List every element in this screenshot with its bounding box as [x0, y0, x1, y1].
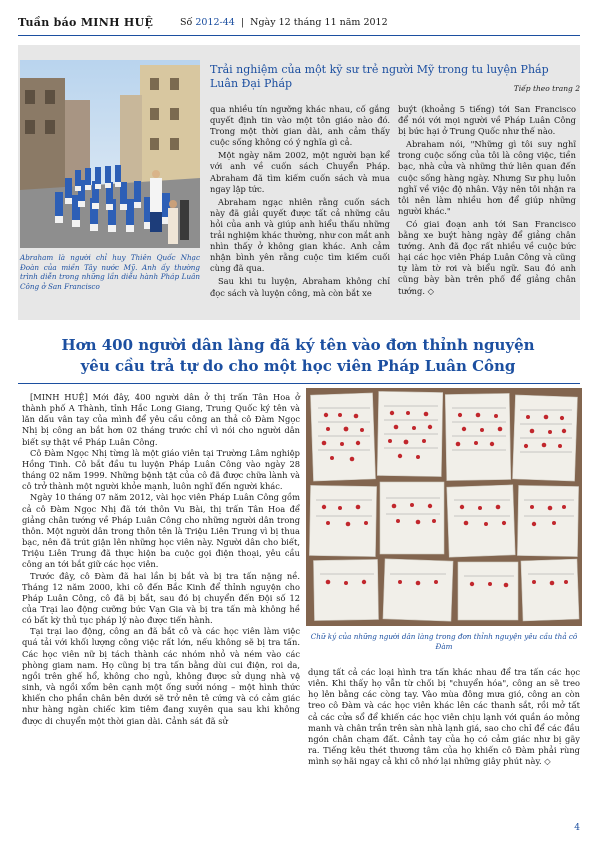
parade-photo-caption: Abraham là người chỉ huy Thiên Quốc Nhạc Đoàn của miền Tây nước Mỹ. Anh ấy thường trình diễn trong những lần diễu hành Pháp Luân Công ở San Francisco	[20, 253, 200, 291]
article-title	[20, 335, 576, 377]
article-paragraph: [MINH HUỆ] Mới đây, 400 người dân ở thị trấn Tân Hoa ở thành phố A Thành, tỉnh Hắc Long Giang, Trung Quốc ký tên và lăn dấu vân tay của mình để yêu cầu công an thả cô Đàm Ngọc Nhị bị công an bắt hơn 02 tháng trước chỉ vì nói cho người dân biết sự thật về Pháp Luân Công.	[22, 392, 300, 447]
issue-info	[180, 17, 388, 28]
feature-title: Trải nghiệm của một kỹ sư trẻ người Mỹ trong tu luyện Pháp Luân Đại Pháp	[210, 63, 549, 90]
article-paragraph: Trước đây, cô Đàm đã hai lần bị bắt và bị tra tấn nặng nề. Tháng 12 năm 2000, khi cô đến Bắc Kinh để thỉnh nguyện cho Pháp Luân Công, cô đã bị bắt, sau đó bị chuyển đến Đội số 12 của Trại lao động cưỡng bức Vạn Gia và bị tra tấn mà không hề có bất kỳ thủ tục pháp lý nào được tiến hành.	[22, 570, 300, 626]
feature-paragraph: Sau khi tu luyện, Abraham không chỉ đọc sách và luyện công, mà còn bắt xe	[210, 276, 390, 298]
page-header	[18, 16, 580, 34]
header-rule	[18, 35, 580, 36]
feature-paragraph: buýt (khoảng 5 tiếng) tới San Francisco để nói với mọi người về Pháp Luân Công bị bức hại ở Trung Quốc như thế nào.	[398, 104, 576, 137]
article-title-line-2: yêu cầu trả tự do cho một học viên Pháp Luân Công	[80, 357, 516, 375]
continued-note: Tiếp theo trang 2	[513, 84, 580, 93]
feature-column-2	[398, 104, 576, 299]
article-paragraph: dụng tất cả các loại hình tra tấn khác nhau để tra tấn các học viên. Khi thấy họ vẫn từ chối bị "chuyển hóa", công an sẽ treo họ lên bằng các còng tay. Vào mùa đông mưa gió, công an còn treo cô Đàm và các học viên khác lên các thanh sắt, rồi mở tất cả các cửa sổ để khiến các học viên chịu lạnh với quần áo mỏng manh và chân trần trên sàn nhà lạnh giá, sao cho chỉ để các đầu ngón chân chạm đất. Cảnh tay của họ có cảm giác như bị gãy ra. Tiếng kêu thét thương tâm của họ khiến cô Đàm phải rùng mình sợ hãi ngay cả khi cô nhớ lại những giây phút này. ◇	[308, 667, 580, 767]
issue-prefix: Số	[180, 17, 193, 28]
article-column-2	[308, 667, 580, 767]
feature-paragraph: Abraham nói, "Những gì tôi suy nghĩ trong cuộc sống của tôi là công việc, tiền bạc, nhà cửa và những thứ liên quan đến cuộc sống hàng ngày. Nhưng Sư phụ luôn nghĩ về việc độ nhân. Vậy nên tôi nhận ra tôi nên làm nhiều hơn để giúp những người khác."	[398, 139, 576, 216]
page-number: 4	[574, 823, 580, 833]
feature-paragraph: qua nhiều tín ngưỡng khác nhau, cố gắng quyết định tin vào một tôn giáo nào đó. Trong một thời gian dài, anh cảm thấy cuộc sống không có ý nghĩa gì cả.	[210, 104, 390, 148]
issue-date: Ngày 12 tháng 11 năm 2012	[250, 17, 388, 28]
article-paragraph: Cô Đàm Ngọc Nhị từng là một giáo viên tại Trường Lâm nghiệp Hồng Tinh. Cô bắt đầu tu luyện Pháp Luân Công vào ngày 28 tháng 02 năm 1999. Những bệnh tật của cô đã được chữa lành và cô trở thành một người khỏe mạnh, luôn nghĩ đến người khác.	[22, 447, 300, 492]
petition-photo	[306, 388, 582, 626]
parade-photo	[20, 60, 200, 248]
article-paragraph: Tại trại lao động, công an đã bắt cô và các học viên làm việc quá tải với khối lượng công việc rất lớn, nếu không sẽ bị tra tấn. Các học viên nữ bị tách thành các nhóm nhỏ và ném vào các phòng giam nam. Họ cũng bị tra tấn bằng dùi cui điện, roi da, ngồi trên ghế hổ, không cho ngủ, không được sử dụng nhà vệ sinh, và ngồi xổm bên cạnh một ống sưởi nóng – một hình thức khiến cho phần chân bên dưới sẽ trở nên tê cứng và có cảm giác như hàng ngàn chiếc kim tiêm đang xuyên qua sau khi không được di chuyển một thời gian dài. Cảnh sát đã sử	[22, 626, 300, 726]
article-column-1	[22, 392, 300, 727]
petition-photo-caption: Chữ ký của những người dân làng trong đơn thỉnh nguyện yêu cầu thả cô Đàm	[310, 632, 578, 651]
article-paragraph: Ngày 10 tháng 07 năm 2012, vài học viên Pháp Luân Công gồm cả cô Đàm Ngọc Nhị đã tới thôn Vu Bài, thị trấn Tân Hoa để giảng chân tướng về Pháp Luân Công cho những người dân trong thôn. Một người dân trong thôn tên là Triệu Liên Trung vì bị thua bạc, nên đã trút giận lên những học viên này. Người dân cho biết, Triệu Liên Trung đã thực hiện ba cuộc gọi điện thoại, yêu cầu công an tới bắt giữ các học viên.	[22, 492, 300, 570]
feature-paragraph: Một ngày năm 2002, một người bạn kể với anh về cuốn sách Chuyển Pháp. Abraham đã tìm kiếm cuốn sách và mua ngay lập tức.	[210, 150, 390, 194]
issue-number: 2012-44	[195, 17, 235, 28]
feature-paragraph: Abraham ngạc nhiên rằng cuốn sách này đã giải quyết được tất cả những câu hỏi của anh và giúp anh hiểu thấu những trải nghiệm khác thường, như con mắt anh nhìn thấy ở không gian khác. Anh cảm nhận bình yên rằng cuộc tìm kiếm cuối cùng đã qua.	[210, 196, 390, 274]
article-rule	[18, 383, 580, 384]
masthead: Tuần báo MINH HUỆ	[18, 16, 154, 29]
feature-paragraph: Có giai đoạn anh tới San Francisco bằng xe buýt hàng ngày để giảng chân tướng. Anh đã đọc rất nhiều về cuộc bức hại các học viên Pháp Luân Công và cũng tự làm tờ rơi và biểu ngữ. Sau đó anh cũng bày bàn trên phố để giảng chân tướng. ◇	[398, 218, 576, 296]
issue-separator: |	[237, 17, 248, 28]
feature-column-1	[210, 104, 390, 301]
article-title-line-1: Hơn 400 người dân làng đã ký tên vào đơn thỉnh nguyện	[61, 336, 535, 354]
